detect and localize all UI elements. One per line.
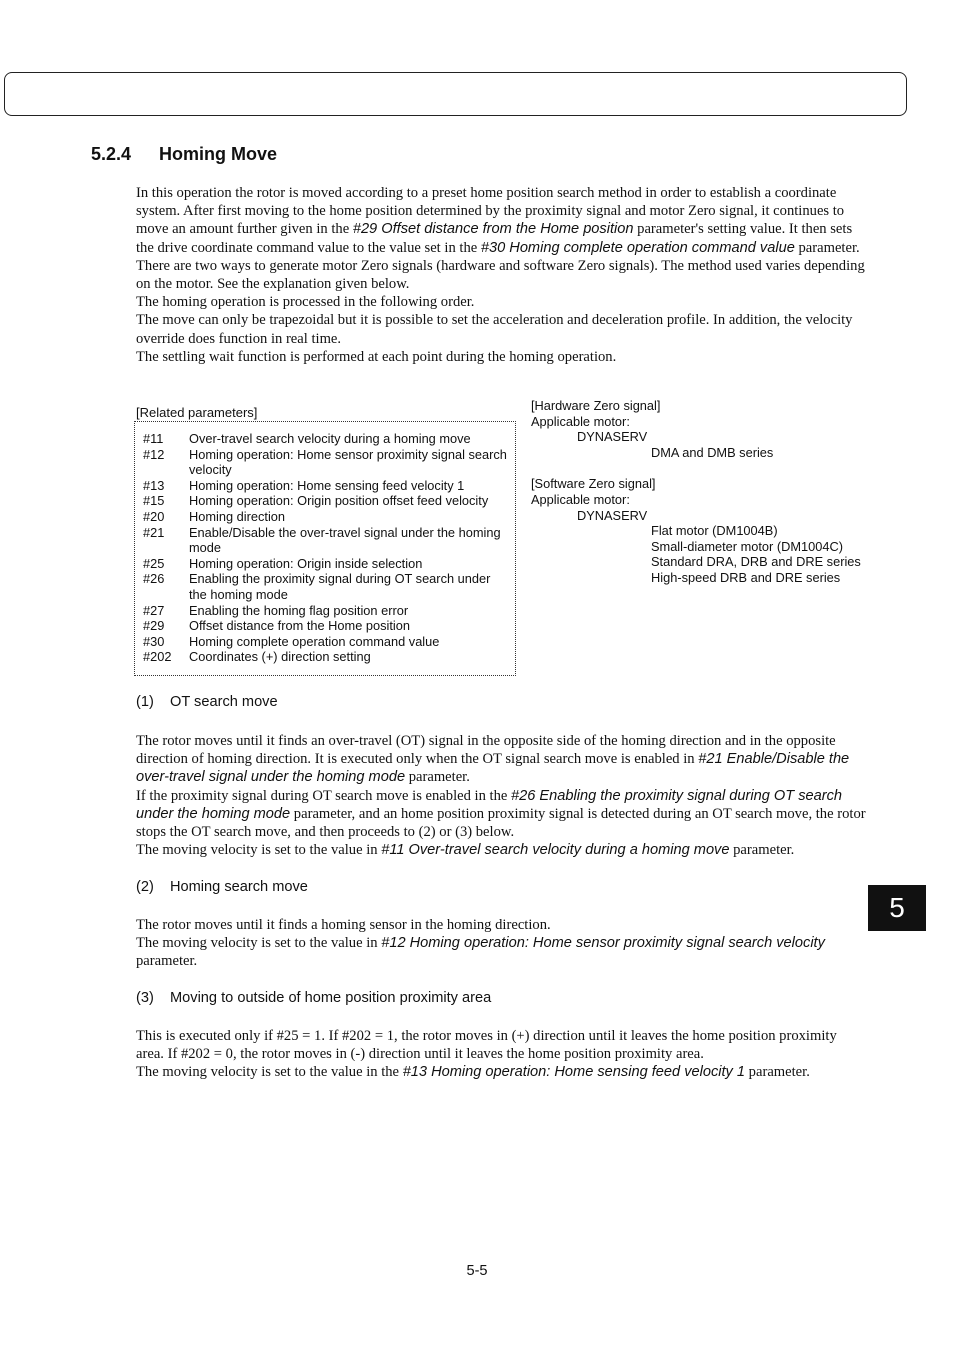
intro-paragraph-1: In this operation the rotor is moved according to a preset home position search method in order to establish a coordinate system. After first moving to the home position determined by the proximity signal and motor Zero signal, it continues to move an amount further given in the #29 Offset distance from the Home position parameter's setting value. It then sets the drive coordinate command value to the value set in the #30 Homing complete operation command value parameter. (136, 185, 860, 256)
parameter-number: #26 (143, 571, 165, 587)
software-applicable-label: Applicable motor: (531, 491, 630, 507)
intro-paragraph-2: There are two ways to generate motor Zero signals (hardware and software Zero signals). The method used varies depending on the motor. See the explanation given below. (136, 257, 865, 293)
parameter-number: #29 (143, 618, 165, 634)
software-zero-heading: [Software Zero signal] (531, 476, 656, 492)
hardware-zero-heading: [Hardware Zero signal] (531, 398, 661, 413)
page-number: 5-5 (466, 1263, 488, 1279)
related-parameter-row (143, 509, 515, 525)
subsection-1-heading: (1) OT search move (136, 694, 278, 710)
hardware-motor: DMA and DMB series (651, 444, 774, 460)
subsection-3-text: This is executed only if #25 = 1. If #202 = 1, the rotor moves in (+) direction until it leaves the home position proximity area. If #202 = 0, the rotor moves in (-) direction until it leaves the home position proximity area. The moving velocity is set to the value in the #13 Homing operation: Home sensing feed velocity 1 parameter. (136, 1028, 837, 1081)
parameter-number: #15 (143, 493, 165, 509)
header-frame (4, 72, 907, 116)
parameter-description: Enabling the homing flag position error (189, 602, 409, 618)
param-ref: #11 Over-travel search velocity during a homing move (381, 842, 730, 859)
subsection-2-text: The rotor moves until it finds a homing sensor in the homing direction. The moving velocity is set to the value in #12 Homing operation: Home sensor proximity signal search velocity parameter. (136, 917, 825, 970)
related-parameter-row (143, 493, 515, 509)
related-parameters-box (134, 421, 516, 676)
param-ref: #13 Homing operation: Home sensing feed velocity 1 (402, 1064, 746, 1081)
parameter-description: Offset distance from the Home position (189, 618, 410, 634)
parameter-description: Homing direction (189, 508, 286, 524)
parameter-number: #27 (143, 602, 165, 618)
related-parameter-row (143, 478, 515, 494)
related-parameter-row (143, 603, 515, 619)
related-parameter-row (143, 431, 515, 447)
related-parameter-row (143, 525, 515, 556)
software-brand: DYNASERV (577, 507, 648, 523)
parameter-description: Homing operation: Origin inside selection (189, 555, 423, 571)
hardware-brand: DYNASERV (577, 429, 648, 445)
section-title (91, 144, 277, 165)
param-ref: #30 Homing complete operation command value (480, 239, 795, 256)
section-heading: Homing Move (159, 144, 278, 164)
related-parameter-row (143, 634, 515, 650)
parameter-number: #30 (143, 633, 165, 649)
software-motor: Small-diameter motor (DM1004C) (651, 538, 844, 554)
parameter-number: #202 (143, 649, 172, 665)
intro-paragraph-5: The settling wait function is performed at each point during the homing operation. (136, 348, 617, 365)
parameter-number: #20 (143, 508, 165, 524)
param-ref: #26 Enabling the proximity signal during OT search under the homing mode (136, 787, 842, 822)
parameter-description: Enable/Disable the over-travel signal under the homing mode (189, 524, 501, 556)
param-ref: #29 Offset distance from the Home position (352, 221, 634, 238)
related-parameter-row (143, 447, 515, 478)
param-ref: #21 Enable/Disable the over-travel signal under the homing mode (136, 751, 850, 786)
related-parameter-row (143, 556, 515, 572)
software-motor: Flat motor (DM1004B) (651, 523, 778, 539)
parameter-number: #12 (143, 446, 165, 462)
parameter-number: #13 (143, 477, 165, 493)
hardware-applicable-label: Applicable motor: (531, 413, 630, 429)
related-parameter-row (143, 649, 515, 665)
subsection-1-text: The rotor moves until it finds an over-travel (OT) signal in the opposite side of the homing direction and in the opposite direction of homing direction. It is executed only when the OT signal search move is enabled in #21 Enable/Disable the over-travel signal under the homing mode parameter. If the proximity signal during OT search move is enabled in the #26 Enabling the proximity signal during OT search under the homing mode parameter, and an home position proximity signal is detected during an OT search move, the rotor stops the OT search move, and then proceeds to (2) or (3) below. The moving velocity is set to the value in #11 Over-travel search velocity during a homing move parameter. (136, 733, 866, 859)
parameter-description: Homing operation: Origin position offset feed velocity (189, 493, 489, 509)
related-parameters-caption: [Related parameters] (136, 405, 258, 420)
parameter-description: Over-travel search velocity during a homing move (189, 431, 471, 446)
intro-paragraph-4: The move can only be trapezoidal but it is possible to set the acceleration and deceleration profile. In addition, the velocity override does function in real time. (136, 312, 853, 347)
parameter-description: Homing complete operation command value (189, 633, 440, 649)
intro-text (136, 184, 866, 366)
software-motor: High-speed DRB and DRE series (651, 569, 841, 585)
param-ref: #12 Homing operation: Home sensor proximity signal search velocity (381, 935, 825, 952)
parameter-description: Homing operation: Home sensor proximity signal search velocity (189, 446, 507, 478)
section-number: 5.2.4 (91, 144, 132, 164)
parameter-number: #21 (143, 524, 165, 540)
chapter-tab: 5 (868, 885, 926, 931)
subsection-3-heading: (3) Moving to outside of home position proximity area (136, 990, 492, 1006)
parameter-number: #25 (143, 555, 165, 571)
parameter-number: #11 (143, 431, 164, 446)
intro-paragraph-3: The homing operation is processed in the following order. (136, 294, 475, 311)
related-parameter-row (143, 618, 515, 634)
zero-signal-info (531, 398, 911, 586)
related-parameter-row (143, 571, 515, 602)
software-motor: Standard DRA, DRB and DRE series (651, 554, 861, 570)
subsection-2-heading: (2) Homing search move (136, 879, 308, 895)
parameter-description: Coordinates (+) direction setting (189, 649, 371, 665)
parameter-description: Homing operation: Home sensing feed velocity 1 (189, 477, 465, 493)
parameter-description: Enabling the proximity signal during OT search under the homing mode (189, 571, 491, 602)
